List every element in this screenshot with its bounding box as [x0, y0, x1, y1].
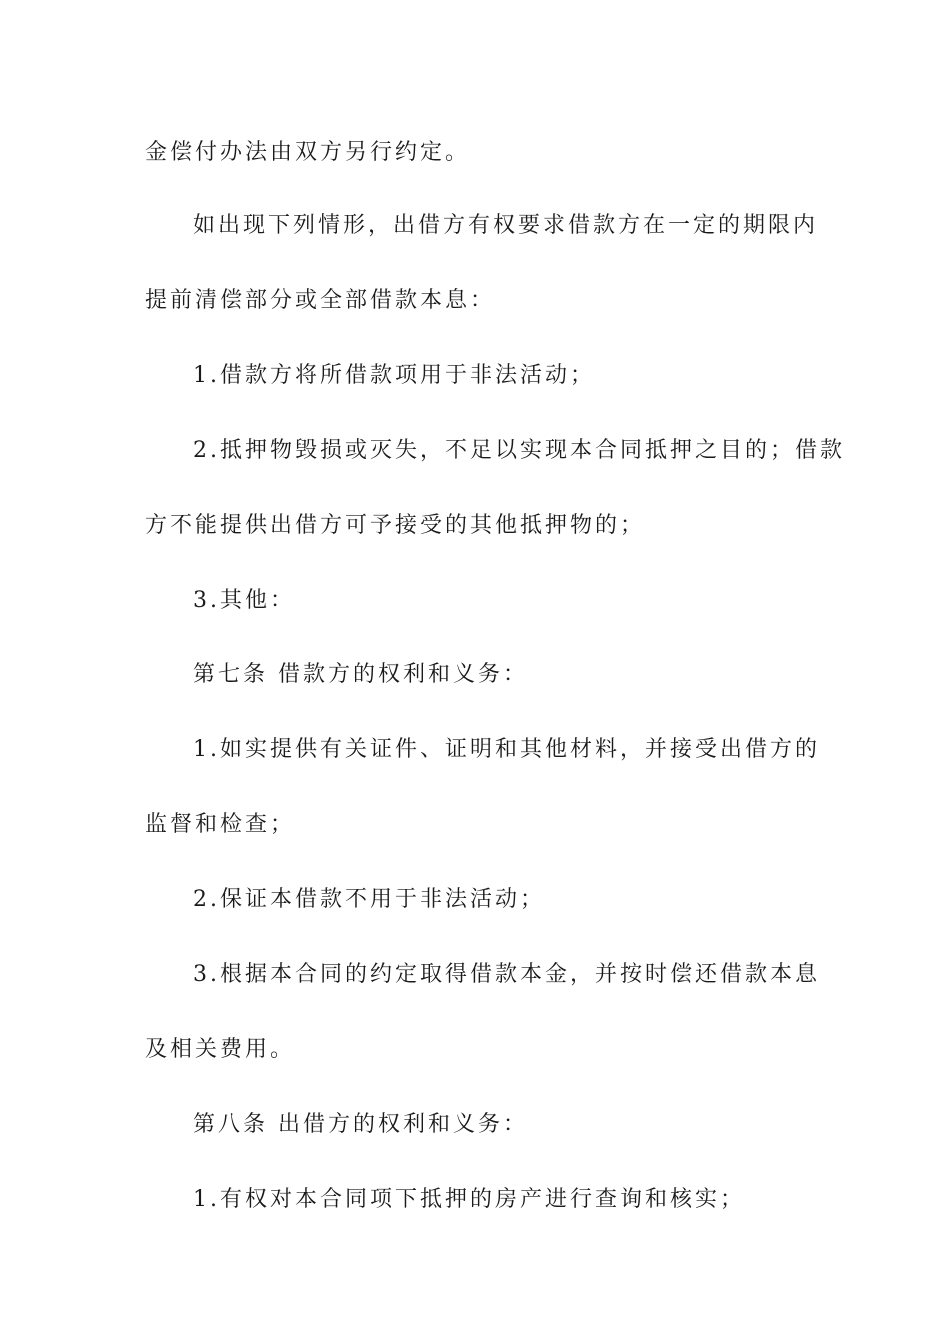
- text-line-10: 监督和检查；: [145, 812, 296, 837]
- text-line-15: 1.有权对本合同项下抵押的房产进行查询和核实；: [193, 1187, 745, 1212]
- text-line-2: 如出现下列情形，出借方有权要求借款方在一定的期限内: [193, 213, 819, 238]
- text-line-4: 1.借款方将所借款项用于非法活动；: [193, 363, 595, 388]
- text-line-5: 2.抵押物毁损或灭失，不足以实现本合同抵押之目的；借款: [193, 438, 845, 463]
- text-line-11: 2.保证本借款不用于非法活动；: [193, 887, 545, 912]
- text-line-1: 金偿付办法由双方另行约定。: [145, 140, 471, 165]
- text-line-13: 及相关费用。: [145, 1037, 296, 1062]
- section-heading-7: 第七条 借款方的权利和义务：: [193, 662, 528, 687]
- section-heading-8: 第八条 出借方的权利和义务：: [193, 1112, 528, 1137]
- text-line-6: 方不能提供出借方可予接受的其他抵押物的；: [145, 513, 646, 538]
- text-line-9: 1.如实提供有关证件、证明和其他材料，并接受出借方的: [193, 737, 820, 762]
- text-line-12: 3.根据本合同的约定取得借款本金，并按时偿还借款本息: [193, 962, 820, 987]
- text-line-7: 3.其他：: [193, 588, 295, 613]
- text-line-3: 提前清偿部分或全部借款本息：: [145, 288, 496, 313]
